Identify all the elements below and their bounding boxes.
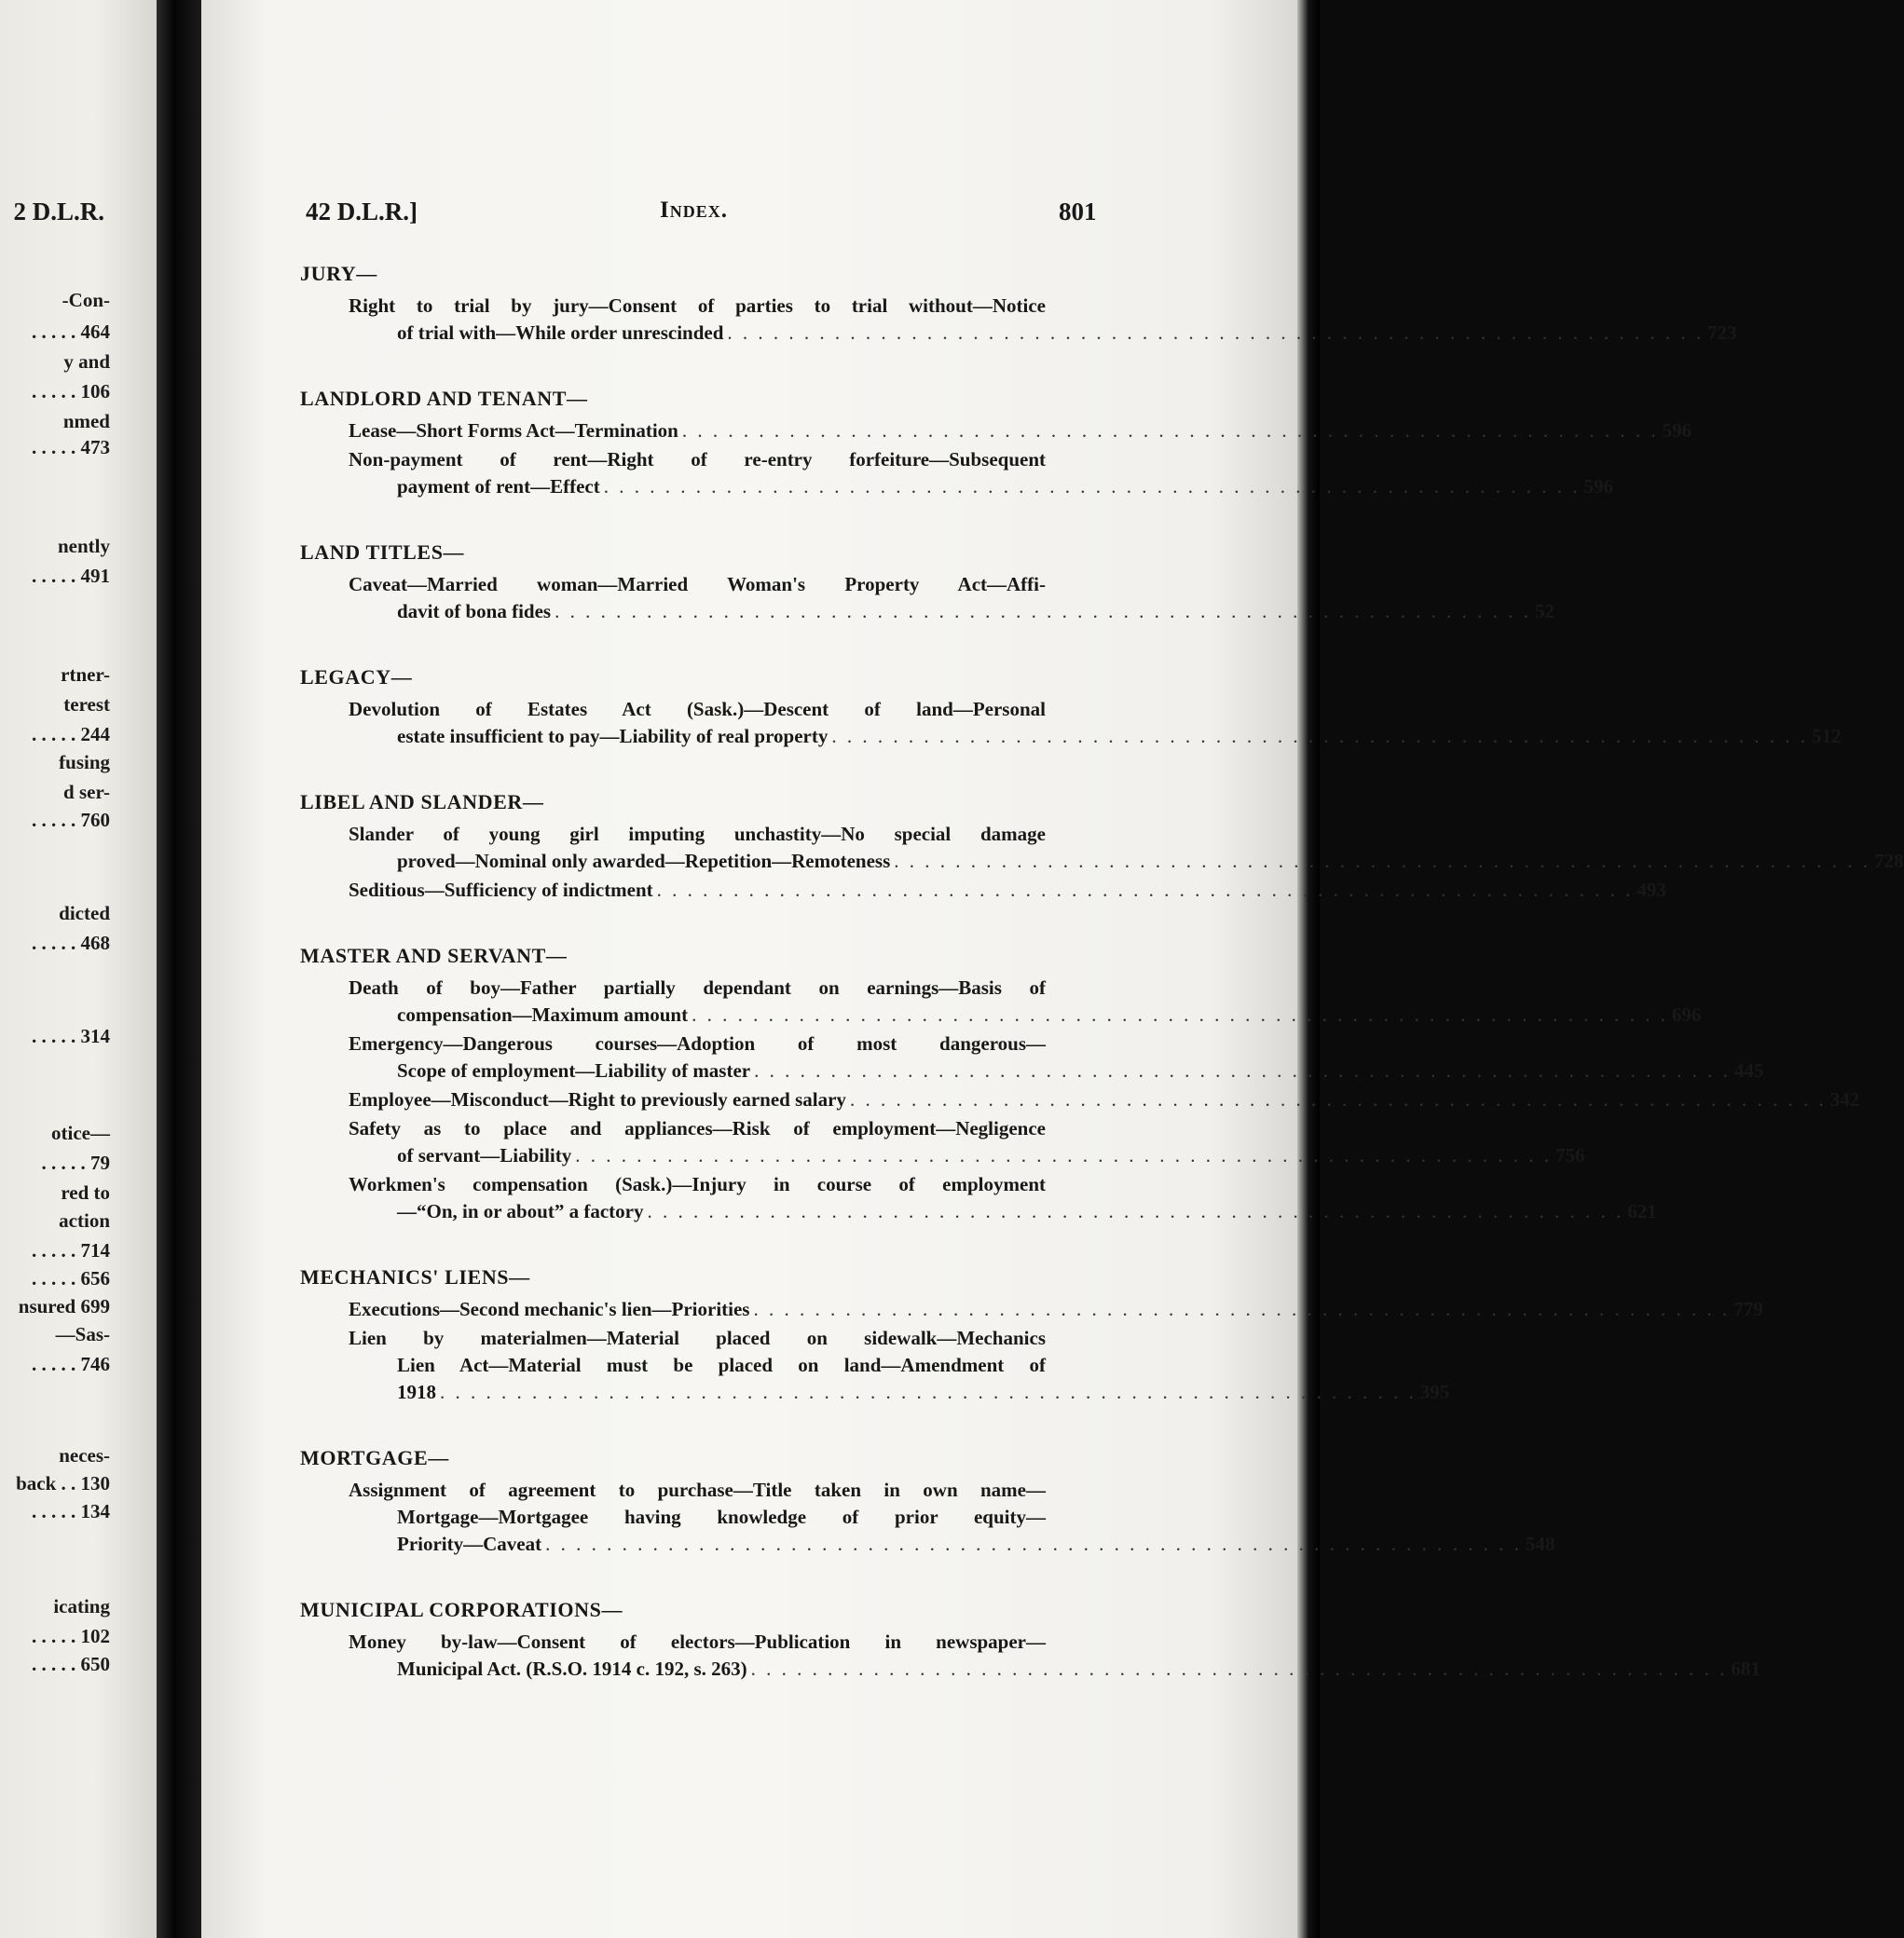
section-heading: LIBEL AND SLANDER— <box>300 790 544 813</box>
dot-leader: . . . . . . . . . . . . . . . . . . . . . . . . . . . . . . . . . . . . . . . . . . . . . . . . . . . . . . . . . . . . . . . . <box>575 1144 1552 1167</box>
previous-page-line: -Con- <box>62 289 110 311</box>
previous-page-line: . . . . . 314 <box>32 1025 110 1047</box>
index-section <box>300 538 1555 625</box>
dot-leader: . . . . . . . . . . . . . . . . . . . . . . . . . . . . . . . . . . . . . . . . . . . . . . . . . . . . . . . . . . . . . . . . <box>750 1658 1728 1680</box>
index-entry <box>300 696 1842 750</box>
section-heading: MASTER AND SERVANT— <box>300 944 568 967</box>
entry-text: Lease—Short Forms Act—Termination <box>349 419 678 442</box>
index-entry <box>300 1325 1450 1406</box>
entry-text: compensation—Maximum amount <box>397 1003 689 1026</box>
entry-last-line <box>300 1086 1860 1113</box>
entry-page-number: 342 <box>1829 1088 1860 1111</box>
previous-page-line: rtner- <box>61 663 110 686</box>
previous-page-line: otice— <box>51 1122 110 1144</box>
index-entry <box>300 877 1666 904</box>
section-heading: JURY— <box>300 262 377 285</box>
previous-page-line: . . . . . 464 <box>32 321 110 343</box>
entry-line: Money by-law—Consent of electors—Publication in newspaper— <box>349 1631 1046 1653</box>
entry-text: estate insufficient to pay—Liability of real property <box>397 725 829 747</box>
entry-text: of trial with—While order unrescinded <box>397 321 724 344</box>
entry-last-line <box>300 1198 1657 1225</box>
previous-page-line: . . . . . 491 <box>32 565 110 587</box>
section-heading: MECHANICS' LIENS— <box>300 1265 530 1289</box>
entry-page-number: 52 <box>1534 600 1555 622</box>
page-edge <box>1297 0 1320 1938</box>
index-entry <box>300 1477 1555 1558</box>
entry-page-number: 756 <box>1555 1144 1585 1167</box>
dot-leader: . . . . . . . . . . . . . . . . . . . . . . . . . . . . . . . . . . . . . . . . . . . . . . . . . . . . . . . . . . . . . . . . <box>647 1200 1624 1222</box>
entry-last-line <box>300 417 1692 444</box>
entry-last-line <box>300 320 1737 347</box>
entry-page-number: 596 <box>1662 419 1692 442</box>
previous-page-line: . . . . . 760 <box>32 809 110 831</box>
entry-line: Caveat—Married woman—Married Woman's Property Act—Affi- <box>349 573 1046 595</box>
previous-page-line: . . . . . 102 <box>32 1625 110 1647</box>
index-entry <box>300 821 1904 875</box>
index-content <box>300 259 1904 1720</box>
entry-line: Devolution of Estates Act (Sask.)—Descent of land—Personal <box>349 698 1046 720</box>
previous-page-line: . . . . . 746 <box>32 1353 110 1375</box>
previous-page-line: terest <box>63 693 110 716</box>
entry-page-number: 723 <box>1707 321 1737 344</box>
entry-page-number: 512 <box>1812 725 1842 747</box>
index-section <box>300 1262 1763 1406</box>
index-section <box>300 1443 1555 1558</box>
index-section <box>300 941 1860 1225</box>
entry-page-number: 493 <box>1637 879 1666 901</box>
previous-page-line: dicted <box>59 902 110 924</box>
section-heading: MORTGAGE— <box>300 1446 449 1469</box>
entry-page-number: 728 <box>1874 850 1904 872</box>
entry-page-number: 395 <box>1419 1381 1450 1403</box>
index-entry <box>300 1086 1860 1113</box>
previous-page-fragment <box>0 0 157 1938</box>
entry-line: Lien by materialmen—Material placed on sidewalk—Mechanics <box>349 1327 1046 1349</box>
previous-page-line: d ser- <box>63 781 110 803</box>
entry-page-number: 596 <box>1583 475 1613 498</box>
index-entry <box>300 417 1692 444</box>
running-head-volume: 42 D.L.R.] <box>306 198 418 225</box>
entry-last-line <box>300 473 1613 500</box>
previous-page-line: y and <box>63 350 110 373</box>
entry-line: Right to trial by jury—Consent of parties to trial without—Notice <box>349 294 1046 317</box>
entry-line: Slander of young girl imputing unchastity—No special damage <box>349 823 1046 845</box>
previous-page-line: . . . . . 468 <box>32 932 110 954</box>
entry-last-line <box>300 848 1904 875</box>
dot-leader: . . . . . . . . . . . . . . . . . . . . . . . . . . . . . . . . . . . . . . . . . . . . . . . . . . . . . . . . . . . . . . . . <box>753 1298 1731 1320</box>
entry-last-line <box>300 1296 1763 1323</box>
previous-page-line: . . . . . 244 <box>32 723 110 745</box>
entry-text: Executions—Second mechanic's lien—Priorities <box>349 1298 750 1320</box>
dot-leader: . . . . . . . . . . . . . . . . . . . . . . . . . . . . . . . . . . . . . . . . . . . . . . . . . . . . . . . . . . . . . . . . <box>656 879 1634 901</box>
index-entry <box>300 975 1702 1029</box>
section-heading: LAND TITLES— <box>300 540 465 564</box>
entry-page-number: 548 <box>1525 1533 1555 1555</box>
previous-page-line: back . . 130 <box>16 1472 110 1494</box>
index-entry <box>300 1171 1657 1225</box>
previous-page-line: fusing <box>59 751 110 773</box>
previous-page-line: . . . . . 473 <box>32 436 110 458</box>
entry-last-line <box>300 1379 1450 1406</box>
entry-page-number: 621 <box>1627 1200 1657 1222</box>
dot-leader: . . . . . . . . . . . . . . . . . . . . . . . . . . . . . . . . . . . . . . . . . . . . . . . . . . . . . . . . . . . . . . . . <box>603 475 1581 498</box>
index-entry <box>300 571 1555 625</box>
index-section <box>300 1595 1760 1683</box>
dot-leader: . . . . . . . . . . . . . . . . . . . . . . . . . . . . . . . . . . . . . . . . . . . . . . . . . . . . . . . . . . . . . . . . <box>727 321 1705 344</box>
entry-line: Safety as to place and appliances—Risk of employment—Negligence <box>349 1117 1046 1140</box>
previous-page-line: . . . . . 714 <box>32 1239 110 1262</box>
dot-leader: . . . . . . . . . . . . . . . . . . . . . . . . . . . . . . . . . . . . . . . . . . . . . . . . . . . . . . . . . . . . . . . . <box>555 600 1531 622</box>
entry-page-number: 445 <box>1733 1059 1764 1082</box>
previous-page-line: . . . . . 106 <box>32 380 110 403</box>
index-entry <box>300 1629 1760 1683</box>
section-heading: LANDLORD AND TENANT— <box>300 387 588 410</box>
previous-page-line: neces- <box>59 1444 110 1467</box>
entry-last-line <box>300 598 1555 625</box>
entry-text: Seditious—Sufficiency of indictment <box>349 879 653 901</box>
previous-page-line: . . . . . 650 <box>32 1653 110 1675</box>
index-section <box>300 259 1737 347</box>
index-section <box>300 662 1842 750</box>
index-section <box>300 384 1692 500</box>
dot-leader: . . . . . . . . . . . . . . . . . . . . . . . . . . . . . . . . . . . . . . . . . . . . . . . . . . . . . . . . . . . . . . . . <box>681 419 1659 442</box>
entry-text: Priority—Caveat <box>397 1533 542 1555</box>
entry-text: davit of bona fides <box>397 600 552 622</box>
entry-text: of servant—Liability <box>397 1144 572 1167</box>
previous-page-line: nmed <box>62 410 110 432</box>
dot-leader: . . . . . . . . . . . . . . . . . . . . . . . . . . . . . . . . . . . . . . . . . . . . . . . . . . . . . . . . . . . . . . . . <box>894 850 1871 872</box>
entry-last-line <box>300 1142 1585 1169</box>
previous-page-line: red to <box>61 1181 110 1204</box>
index-entry <box>300 446 1613 500</box>
entry-text: Scope of employment—Liability of master <box>397 1059 751 1082</box>
previous-page-line: nsured 699 <box>18 1295 110 1317</box>
entry-page-number: 681 <box>1731 1658 1760 1680</box>
previous-page-line: . . . . . 134 <box>32 1500 110 1522</box>
entry-last-line <box>300 1531 1555 1558</box>
entry-text: —“On, in or about” a factory <box>397 1200 644 1222</box>
index-entry <box>300 293 1737 347</box>
dot-leader: . . . . . . . . . . . . . . . . . . . . . . . . . . . . . . . . . . . . . . . . . . . . . . . . . . . . . . . . . . . . . . . . <box>692 1003 1668 1026</box>
page-number: 801 <box>1059 198 1097 225</box>
previous-page-header: 2 D.L.R. <box>13 198 104 225</box>
entry-last-line <box>300 1058 1764 1085</box>
previous-page-line: . . . . . 79 <box>41 1152 110 1174</box>
running-head-title: Index. <box>660 198 728 223</box>
entry-line: Emergency—Dangerous courses—Adoption of most dangerous— <box>349 1032 1046 1055</box>
entry-text: payment of rent—Effect <box>397 475 600 498</box>
previous-page-line: icating <box>53 1595 110 1617</box>
entry-page-number: 696 <box>1671 1003 1702 1026</box>
entry-last-line <box>300 1656 1760 1683</box>
entry-last-line <box>300 1002 1702 1029</box>
previous-page-line: action <box>59 1209 110 1232</box>
entry-text: Employee—Misconduct—Right to previously earned salary <box>349 1088 846 1111</box>
entry-text: proved—Nominal only awarded—Repetition—Remoteness <box>397 850 891 872</box>
entry-line: Assignment of agreement to purchase—Title taken in own name— <box>349 1479 1046 1501</box>
section-heading: LEGACY— <box>300 665 413 689</box>
entry-text: Municipal Act. (R.S.O. 1914 c. 192, s. 263) <box>397 1658 747 1680</box>
entry-line: Lien Act—Material must be placed on land—Amendment of <box>397 1354 1046 1376</box>
dot-leader: . . . . . . . . . . . . . . . . . . . . . . . . . . . . . . . . . . . . . . . . . . . . . . . . . . . . . . . . . . . . . . . . <box>545 1533 1522 1555</box>
entry-last-line <box>300 877 1666 904</box>
entry-line: Non-payment of rent—Right of re-entry forfeiture—Subsequent <box>349 448 1046 471</box>
entry-line: Workmen's compensation (Sask.)—Injury in course of employment <box>349 1173 1046 1195</box>
index-entry <box>300 1296 1763 1323</box>
entry-text: 1918 <box>397 1381 436 1403</box>
entry-line: Mortgage—Mortgagee having knowledge of prior equity— <box>397 1506 1046 1528</box>
book-gutter <box>157 0 201 1938</box>
index-section <box>300 787 1904 904</box>
entry-page-number: 779 <box>1733 1298 1763 1320</box>
dot-leader: . . . . . . . . . . . . . . . . . . . . . . . . . . . . . . . . . . . . . . . . . . . . . . . . . . . . . . . . . . . . . . . . <box>849 1088 1827 1111</box>
dot-leader: . . . . . . . . . . . . . . . . . . . . . . . . . . . . . . . . . . . . . . . . . . . . . . . . . . . . . . . . . . . . . . . . <box>440 1381 1417 1403</box>
index-entry <box>300 1030 1764 1085</box>
dot-leader: . . . . . . . . . . . . . . . . . . . . . . . . . . . . . . . . . . . . . . . . . . . . . . . . . . . . . . . . . . . . . . . . <box>831 725 1809 747</box>
dot-leader: . . . . . . . . . . . . . . . . . . . . . . . . . . . . . . . . . . . . . . . . . . . . . . . . . . . . . . . . . . . . . . . . <box>754 1059 1731 1082</box>
previous-page-line: . . . . . 656 <box>32 1267 110 1290</box>
index-entry <box>300 1115 1585 1169</box>
previous-page-line: —Sas- <box>55 1323 110 1345</box>
entry-line: Death of boy—Father partially dependant on earnings—Basis of <box>349 976 1046 999</box>
section-heading: MUNICIPAL CORPORATIONS— <box>300 1598 623 1621</box>
entry-last-line <box>300 723 1842 750</box>
previous-page-line: nently <box>57 535 110 557</box>
